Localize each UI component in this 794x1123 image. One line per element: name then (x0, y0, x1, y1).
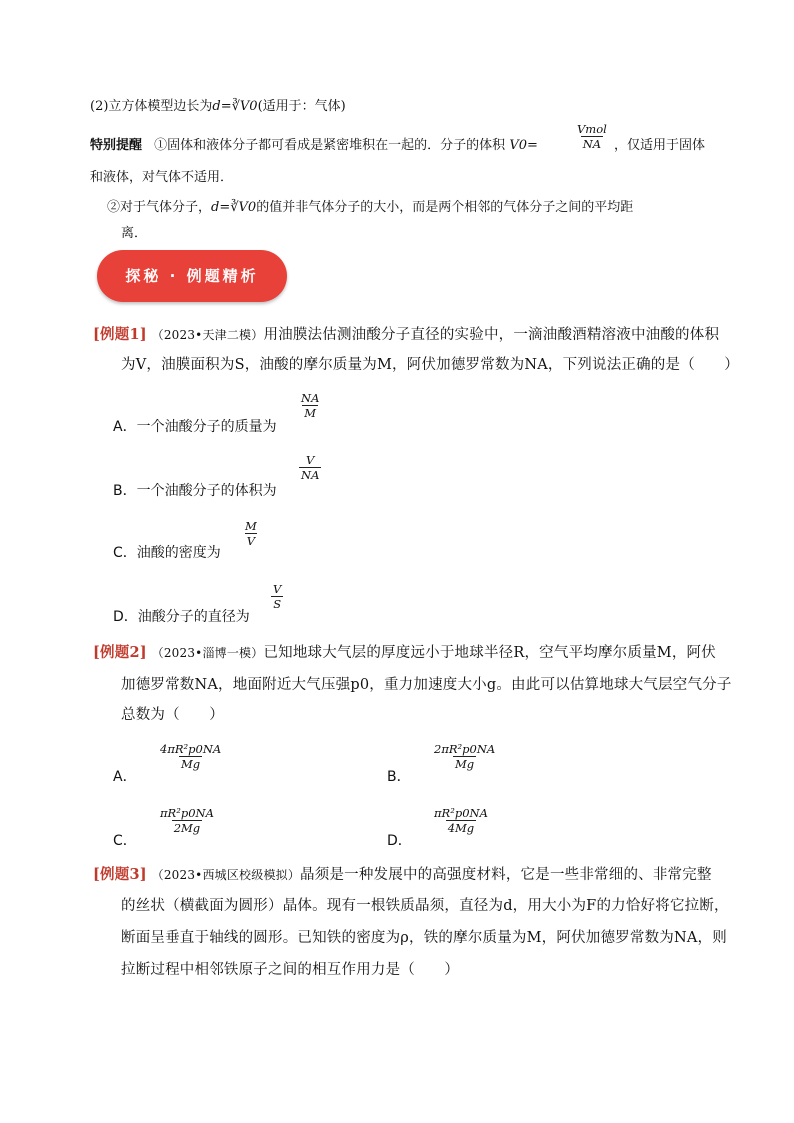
q1-c-den: V (246, 534, 256, 548)
note1-text: ①固体和液体分子都可看成是紧密堆积在一起的．分子的体积 (154, 138, 506, 153)
note2-suffix: 的值并非气体分子的大小，而是两个相邻的气体分子之间的平均距 (256, 200, 634, 215)
q2-option-d-fraction (432, 806, 490, 835)
q2-a-den: Mg (181, 757, 201, 771)
note1-suffix: ，仅适用于固体 (614, 138, 706, 153)
q2-b-num: 2πR²p0NA (434, 742, 496, 756)
q2-option-c-fraction (158, 806, 216, 835)
q1-c-num: M (245, 519, 257, 533)
q2-option-b[interactable]: B． (387, 769, 411, 785)
note1-frac-den: NA (582, 137, 602, 151)
q3-text1: 晶须是一种发展中的高强度材料，它是一些非常细的、非常完整 (300, 867, 712, 883)
q1-option-d-fraction (271, 582, 283, 611)
q2-text1: 已知地球大气层的厚度远小于地球半径R，空气平均摩尔质量M，阿伏 (263, 645, 716, 661)
q1-option-c-fraction (243, 519, 259, 548)
q3-line3: 断面呈垂直于轴线的圆形。已知铁的密度为ρ，铁的摩尔质量为M，阿伏加德罗常数为NA，则 (121, 930, 727, 946)
q3-line2: 的丝状（横截面为圆形）晶体。现有一根铁质晶须，直径为d，用大小为F的力恰好将它拉断， (121, 898, 729, 914)
q2-tag: [例题2] (93, 644, 147, 661)
q2-source: （2023•淄博一模） (151, 646, 264, 660)
note1-fraction (575, 122, 609, 151)
q1-option-d[interactable]: D．油酸分子的直径为 (113, 609, 250, 625)
q1-option-a-fraction (299, 391, 321, 420)
q3-tag: [例题3] (93, 866, 147, 883)
q2-option-a[interactable]: A． (113, 769, 137, 785)
q1-text1: 用油膜法估测油酸分子直径的实验中，一滴油酸酒精溶液中油酸的体积 (263, 327, 720, 343)
q2-option-d[interactable]: D． (387, 833, 412, 849)
q3-line4: 拉断过程中相邻铁原子之间的相互作用力是（ ） (121, 962, 460, 978)
q2-option-c[interactable]: C． (113, 833, 137, 849)
q1-d-num: V (273, 582, 282, 596)
q2-line2: 加德罗常数NA，地面附近大气压强p0，重力加速度大小g。由此可以估算地球大气层空气分子 (121, 677, 732, 693)
q2-d-num: πR²p0NA (434, 806, 488, 820)
note1-formula-lhs: V0= (509, 138, 538, 153)
cube-model-line (90, 95, 346, 114)
q2-option-b-fraction (432, 742, 497, 771)
q3-line1 (93, 863, 712, 884)
q2-a-num: 4πR²p0NA (160, 742, 222, 756)
cube-model-formula: d=∛V0 (212, 99, 258, 114)
q2-d-den: 4Mg (447, 821, 475, 835)
note-line-2 (107, 196, 633, 215)
note2-text: ②对于气体分子， (107, 200, 212, 215)
q1-a-num: NA (301, 391, 320, 405)
q1-tag: [例题1] (93, 326, 147, 343)
q2-line3: 总数为（ ） (121, 707, 224, 723)
cube-model-suffix: (适用于：气体) (257, 99, 346, 114)
note-line-1 (90, 134, 538, 153)
q1-a-den: M (304, 406, 317, 420)
q1-option-c[interactable]: C．油酸的密度为 (113, 545, 221, 561)
q1-line2: 为V，油膜面积为S，油酸的摩尔质量为M，阿伏加德罗常数为NA，下列说法正确的是（ ） (121, 357, 740, 373)
note2-line2: 离． (121, 226, 148, 241)
note1-frac-num: Vmol (577, 122, 607, 136)
q1-d-den: S (273, 597, 282, 611)
note2-formula: d=∛V0 (211, 200, 257, 215)
q1-option-b-fraction (299, 453, 321, 482)
note1-line2: 和液体，对气体不适用． (90, 170, 234, 185)
q2-line1 (93, 641, 716, 662)
q2-c-num: πR²p0NA (160, 806, 214, 820)
q3-source: （2023•西城区校级模拟） (151, 868, 301, 882)
note-label: 特别提醒 (90, 138, 143, 153)
q1-option-a[interactable]: A．一个油酸分子的质量为 (113, 419, 277, 435)
q1-line1 (93, 323, 719, 344)
q2-option-a-fraction (158, 742, 223, 771)
q1-b-num: V (306, 453, 315, 467)
banner-label: 探秘 · 例题精析 (125, 267, 259, 285)
q1-b-den: NA (301, 468, 320, 482)
q1-source: （2023•天津二模） (151, 328, 264, 342)
q2-c-den: 2Mg (173, 821, 201, 835)
q1-option-b[interactable]: B．一个油酸分子的体积为 (113, 483, 277, 499)
q2-b-den: Mg (455, 757, 475, 771)
cube-model-text: (2)立方体模型边长为 (90, 99, 213, 114)
section-banner (97, 250, 287, 302)
